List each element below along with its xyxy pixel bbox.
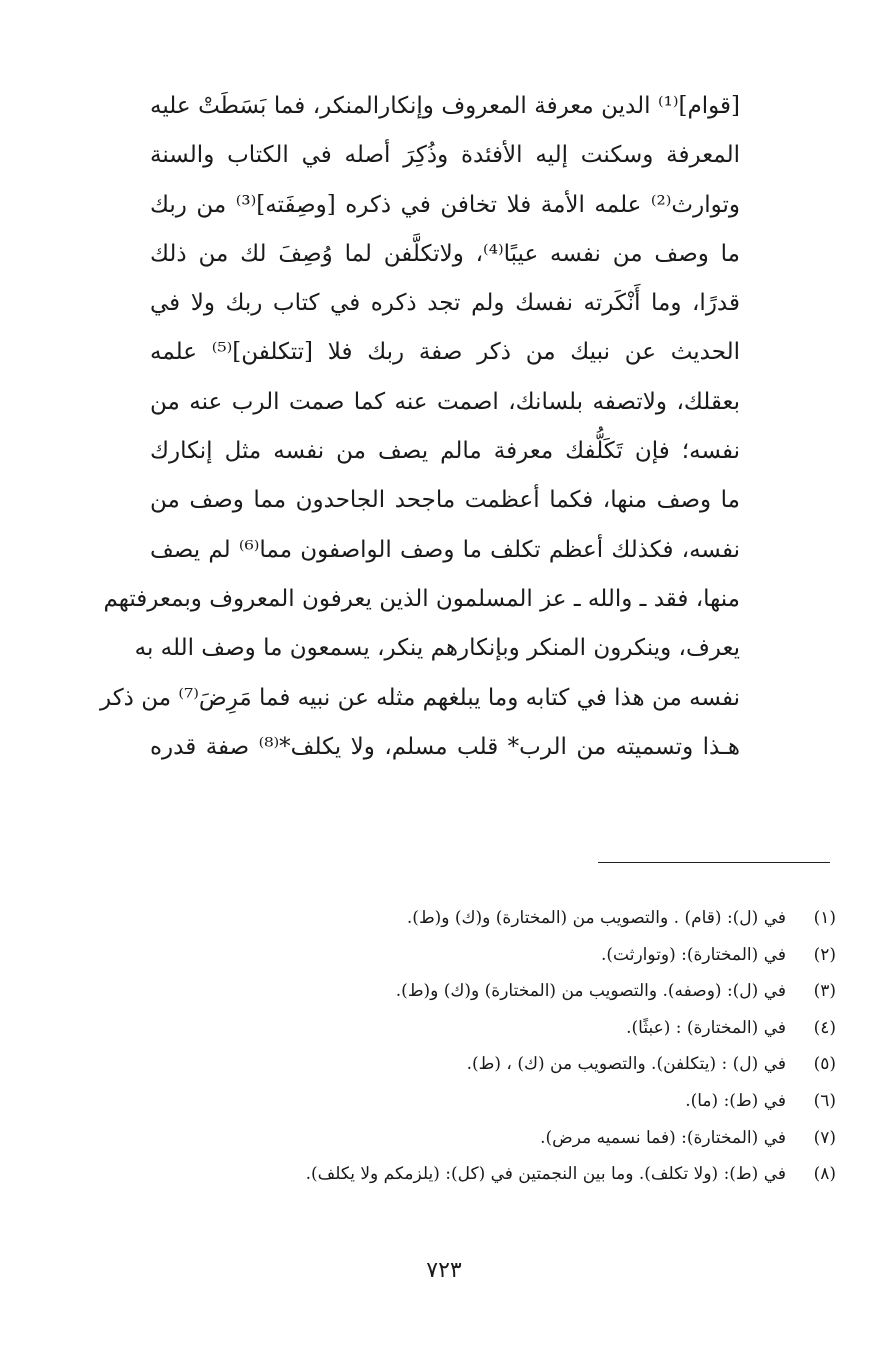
footnote-text: في (ل): (قام) . والتصويب من (المختارة) و(ك) و(ط). [406,908,786,928]
text-line: هـذا وتسميته من الرب* قلب مسلم، ولا يكلف*⁽⁸⁾ صفة قدره [150,733,740,760]
text-line: ما وصف من نفسه عيبًا⁽⁴⁾، ولاتكلَّفن لما وُصِفَ لك من ذلك [150,240,740,267]
footnote-text: في (المختارة): (فما نسميه مرض). [540,1127,786,1148]
footnote-text: في (ط): (ما). [685,1090,786,1111]
text-line: المعرفة وسكنت إليه الأفئدة وذُكِرَ أصله في الكتاب والسنة [150,142,740,169]
text-line: وتوارث⁽²⁾ علمه الأمة فلا تخافن في ذكره [وصِفَته]⁽³⁾ من ربك [150,191,740,218]
footnote [136,937,836,974]
page-number: ٧٢٣ [426,1258,462,1283]
text-line: نفسه من هذا في كتابه وما يبلغهم مثله عن نبيه فما مَرِضَ⁽⁷⁾ من ذكر [100,684,740,711]
text-line: بعقلك، ولاتصفه بلسانك، اصمت عنه كما صمت الرب عنه من [150,388,740,415]
footnote-number: (٨) [813,1164,836,1185]
footnotes [136,900,836,1193]
text-line: يعرف، وينكرون المنكر وبإنكارهم ينكر، يسمعون ما وصف الله به [134,635,740,662]
text-line: نفسه، فكذلك أعظم تكلف ما وصف الواصفون مما⁽⁶⁾ لم يصف [150,536,740,563]
main-text [100,82,740,772]
footnote-number: (٤) [813,1017,836,1038]
text-line: [قوام]⁽¹⁾ الدين معرفة المعروف وإنكارالمنكر، فما بَسَطَتْ عليه [150,93,740,119]
footnote-text: في (ط): (ولا تكلف). وما بين النجمتين في (كل): (يلزمكم ولا يكلف). [305,1164,786,1185]
footnote-number: (٢) [813,944,836,965]
footnote-number: (٦) [813,1090,836,1111]
footnote-number: (٧) [813,1127,836,1148]
footnote-text: في (ل) : (يتكلفن). والتصويب من (ك) ، (ط). [466,1054,786,1075]
footnote-number: (٣) [813,981,836,1002]
footnote [136,1120,836,1157]
footnote-number: (٥) [813,1054,836,1075]
footnote-separator [598,862,830,863]
text-line: قدرًا، وما أَنْكَرته نفسك ولم تجد ذكره في كتاب ربك ولا في [150,290,740,317]
footnote [136,1010,836,1047]
footnote [136,973,836,1010]
footnote [136,1156,836,1193]
text-line: ما وصف منها، فكما أعظمت ماجحد الجاحدون مما وصف من [150,487,740,514]
footnote [136,1046,836,1083]
footnote-text: في (ل): (وصفه). والتصويب من (المختارة) و(ك) و(ط). [395,981,786,1002]
text-line: الحديث عن نبيك من ذكر صفة ربك فلا [تتكلفن]⁽⁵⁾ علمه [150,339,740,366]
footnote-text: في (المختارة) : (عبثًا). [626,1017,786,1038]
text-line: منها، فقد ـ والله ـ عز المسلمون الذين يعرفون المعروف وبمعرفتهم [103,585,740,612]
footnote-number: (١) [813,908,836,928]
footnote [136,900,836,937]
footnote [136,1083,836,1120]
text-line: نفسه؛ فإن تَكَلُّفك معرفة مالم يصف من نفسه مثل إنكارك [150,438,740,465]
footnote-text: في (المختارة): (وتوارثت). [601,944,786,965]
